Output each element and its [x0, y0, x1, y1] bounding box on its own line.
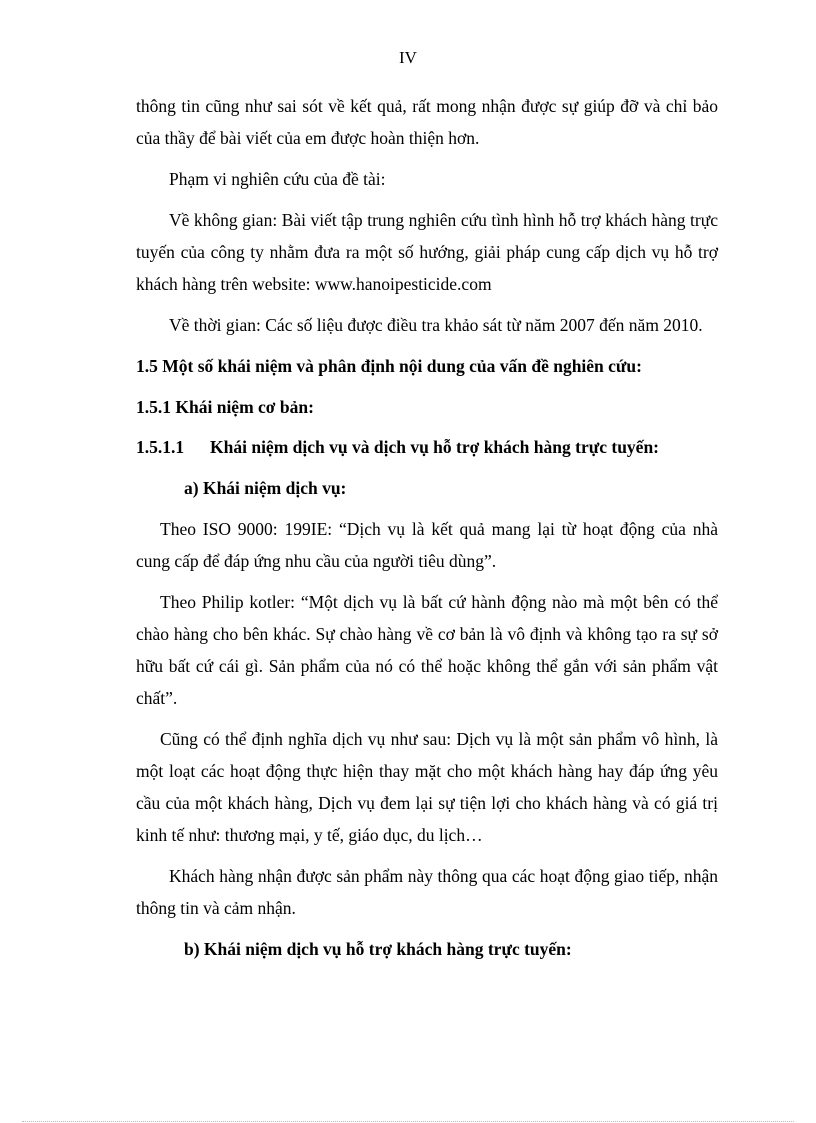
heading-1-5-1-1-number: 1.5.1.1 [136, 437, 185, 457]
page-number: IV [399, 48, 417, 67]
paragraph-iso-definition: Theo ISO 9000: 199IE: “Dịch vụ là kết quả mang lại từ hoạt động của nhà cung cấp để đáp ứng nhu cầu của người tiêu dùng”. [136, 519, 718, 571]
heading-b: b) Khái niệm dịch vụ hỗ trợ khách hàng trực tuyến: [184, 939, 572, 959]
document-body [136, 90, 718, 974]
paragraph-scope-time: Về thời gian: Các số liệu được điều tra khảo sát từ năm 2007 đến năm 2010. [169, 315, 703, 335]
heading-1-5-1-1-text: Khái niệm dịch vụ và dịch vụ hỗ trợ khách hàng trực tuyến: [210, 437, 660, 457]
heading-1-5-1-1 [136, 431, 718, 463]
paragraph-scope-title: Phạm vi nghiên cứu của đề tài: [169, 169, 386, 189]
page-bottom-divider [22, 1121, 794, 1122]
paragraph-scope-space: Về không gian: Bài viết tập trung nghiên cứu tình hình hỗ trợ khách hàng trực tuyến của công ty nhằm đưa ra một số hướng, giải pháp cung cấp dịch vụ hỗ trợ khách hàng trên website: www.hanoipesticide.com [136, 210, 718, 294]
heading-a: a) Khái niệm dịch vụ: [184, 478, 347, 498]
heading-1-5-1: 1.5.1 Khái niệm cơ bản: [136, 397, 314, 417]
paragraph-acknowledgement: thông tin cũng như sai sót về kết quả, rất mong nhận được sự giúp đỡ và chỉ bảo của thầy để bài viết của em được hoàn thiện hơn. [136, 96, 718, 148]
heading-1-5: 1.5 Một số khái niệm và phân định nội dung của vấn đề nghiên cứu: [136, 356, 642, 376]
paragraph-service-definition: Cũng có thể định nghĩa dịch vụ như sau: Dịch vụ là một sản phẩm vô hình, là một loạt các hoạt động thực hiện thay mặt cho một khách hàng hay đáp ứng yêu cầu của một khách hàng, Dịch vụ đem lại sự tiện lợi cho khách hàng và có giá trị kinh tế như: thương mại, y tế, giáo dục, du lịch… [136, 729, 718, 845]
paragraph-kotler-definition: Theo Philip kotler: “Một dịch vụ là bất cứ hành động nào mà một bên có thể chào hàng cho bên khác. Sự chào hàng về cơ bản là vô định và không tạo ra sự sở hữu bất cứ cái gì. Sản phẩm của nó có thể hoặc không thể gắn với sản phẩm vật chất”. [136, 592, 718, 708]
paragraph-customer-receive: Khách hàng nhận được sản phẩm này thông qua các hoạt động giao tiếp, nhận thông tin và cảm nhận. [136, 866, 718, 918]
